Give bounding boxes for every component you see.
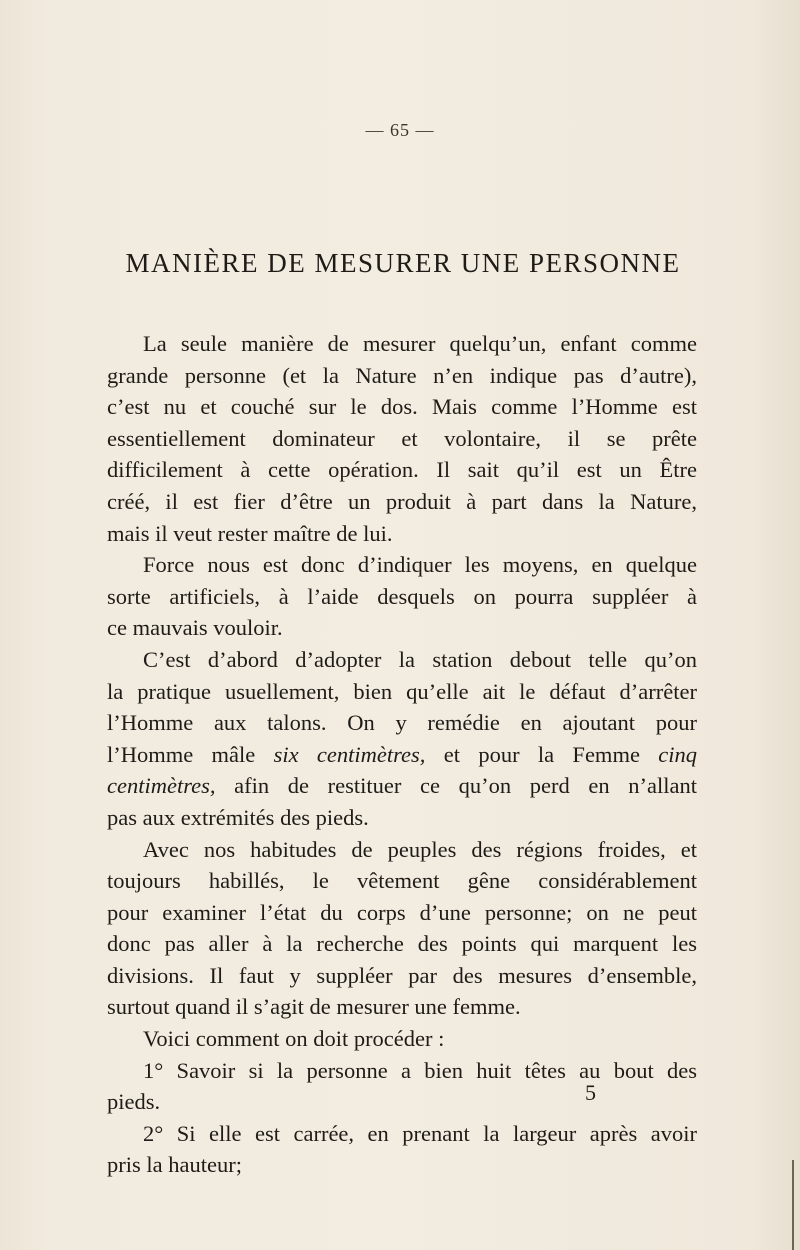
line-text-tail: et pour la Femme bbox=[425, 741, 659, 767]
line-text: toujours habillés, le vêtement gêne considérablement bbox=[107, 868, 697, 894]
line-text: 1° Savoir si la personne a bien huit têtes au bout des bbox=[143, 1057, 697, 1083]
text-line bbox=[107, 454, 697, 486]
text-line bbox=[107, 518, 697, 550]
line-text: La seule manière de mesurer quelqu’un, enfant comme bbox=[143, 331, 697, 356]
page-edge-mark bbox=[792, 1160, 794, 1250]
line-text: grande personne (et la Nature n’en indique pas d’autre), bbox=[107, 362, 697, 388]
text-line bbox=[107, 549, 697, 581]
text-line bbox=[107, 991, 697, 1023]
text-line bbox=[107, 1023, 697, 1055]
line-text: Force nous est donc d’indiquer les moyens, en quelque bbox=[143, 552, 697, 578]
line-text: mais il veut rester maître de lui. bbox=[107, 520, 393, 546]
line-text: pieds. bbox=[107, 1089, 161, 1115]
text-line bbox=[107, 360, 697, 392]
text-line bbox=[107, 770, 697, 802]
line-text: donc pas aller à la recherche des points qui marquent les bbox=[107, 931, 697, 957]
line-text: c’est nu et couché sur le dos. Mais comme l’Homme est bbox=[107, 394, 697, 420]
line-text-tail: afin de restituer ce qu’on perd en n’allant bbox=[215, 773, 697, 799]
text-line bbox=[107, 581, 697, 613]
line-text: 2° Si elle est carrée, en prenant la largeur après avoir bbox=[143, 1120, 697, 1146]
text-line bbox=[107, 391, 697, 423]
text-line bbox=[107, 960, 697, 992]
line-text: pas aux extrémités des pieds. bbox=[107, 804, 369, 830]
text-line bbox=[107, 834, 697, 866]
text-line bbox=[107, 739, 697, 771]
text-line bbox=[107, 676, 697, 708]
line-text: l’Homme mâle bbox=[107, 741, 274, 767]
page-number: — 65 — bbox=[365, 120, 435, 140]
line-emphasis: six centimètres, bbox=[273, 741, 426, 767]
signature-mark: 5 bbox=[585, 1080, 596, 1105]
text-line bbox=[107, 486, 697, 518]
line-text: surtout quand il s’agit de mesurer une femme. bbox=[107, 994, 521, 1020]
text-line bbox=[107, 1149, 697, 1181]
line-text: pour examiner l’état du corps d’une personne; on ne peut bbox=[107, 899, 697, 925]
line-emphasis: cinq bbox=[658, 741, 697, 767]
text-line bbox=[107, 328, 697, 360]
line-text: C’est d’abord d’adopter la station debout telle qu’on bbox=[143, 646, 697, 672]
text-line bbox=[107, 865, 697, 897]
text-line bbox=[107, 928, 697, 960]
line-text: essentiellement dominateur et volontaire, il se prête bbox=[107, 425, 697, 451]
line-text: ce mauvais vouloir. bbox=[107, 615, 283, 641]
line-text: sorte artificiels, à l’aide desquels on pourra suppléer à bbox=[107, 583, 697, 609]
text-line bbox=[107, 802, 697, 834]
line-text: créé, il est fier d’être un produit à part dans la Nature, bbox=[107, 488, 697, 514]
body-text bbox=[107, 328, 697, 1181]
text-line bbox=[107, 423, 697, 455]
line-text: Voici comment on doit procéder : bbox=[143, 1026, 445, 1052]
line-text: difficilement à cette opération. Il sait qu’il est un Être bbox=[107, 457, 697, 483]
line-emphasis: centimètres, bbox=[107, 773, 216, 799]
line-text: pris la hauteur; bbox=[107, 1152, 242, 1178]
text-line bbox=[107, 644, 697, 676]
text-line bbox=[107, 1086, 697, 1118]
text-line bbox=[107, 612, 697, 644]
text-line bbox=[107, 707, 697, 739]
line-text: la pratique usuellement, bien qu’elle ait le défaut d’arrêter bbox=[107, 678, 697, 704]
text-line bbox=[107, 1118, 697, 1150]
text-line bbox=[107, 1055, 697, 1087]
line-text: l’Homme aux talons. On y remédie en ajoutant pour bbox=[107, 710, 697, 736]
text-line bbox=[107, 897, 697, 929]
chapter-title: MANIÈRE DE MESURER UNE PERSONNE bbox=[125, 248, 681, 278]
line-text: Avec nos habitudes de peuples des régions froides, et bbox=[143, 836, 697, 862]
line-text: divisions. Il faut y suppléer par des mesures d’ensemble, bbox=[107, 962, 697, 988]
